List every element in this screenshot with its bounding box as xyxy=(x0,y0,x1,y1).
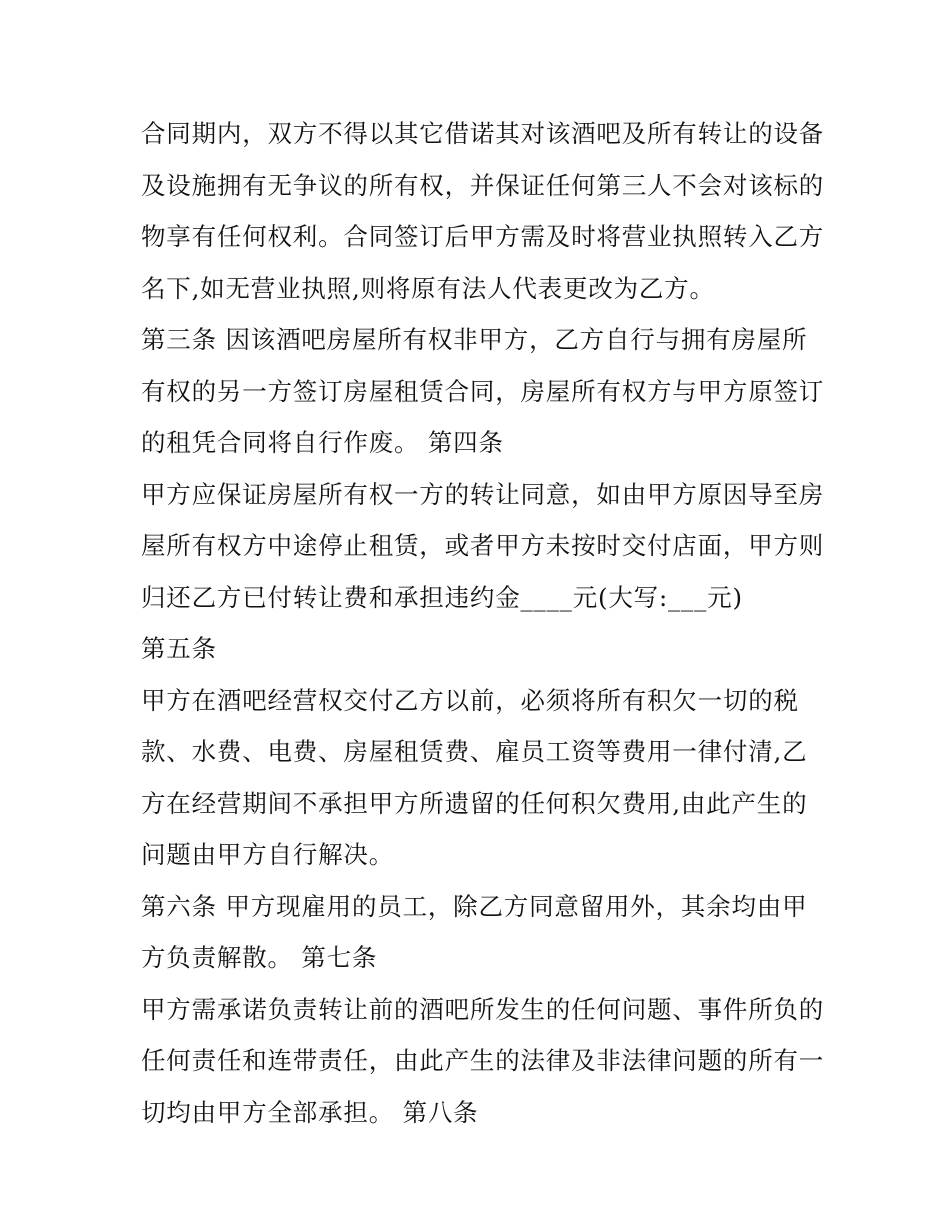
text-line: 屋所有权方中途停止租赁，或者甲方未按时交付店面，甲方则 xyxy=(141,531,825,560)
text-line: 归还乙方已付转让费和承担违约金____元(大写:___元) xyxy=(141,582,743,612)
text-line: 合同期内，双方不得以其它借诺其对该酒吧及所有转让的设备 xyxy=(141,119,825,148)
text-line: 甲方在酒吧经营权交付乙方以前，必须将所有积欠一切的税 xyxy=(141,685,799,715)
text-line: 甲方需承诺负责转让前的酒吧所发生的任何问题、事件所负的 xyxy=(141,994,825,1024)
text-line: 问题由甲方自行解决。 xyxy=(141,840,394,869)
text-line: 的租凭合同将自行作废。 第四条 xyxy=(141,428,504,457)
text-line: 款、水费、电费、房屋租赁费、雇员工资等费用一律付清,乙 xyxy=(141,737,808,766)
text-line: 物享有任何权利。合同签订后甲方需及时将营业执照转入乙方 xyxy=(141,222,825,251)
text-line: 方在经营期间不承担甲方所遗留的任何积欠费用,由此产生的 xyxy=(141,788,808,818)
contract-body-text xyxy=(141,108,841,1138)
text-line: 第五条 xyxy=(141,634,217,663)
text-line: 第六条 甲方现雇用的员工，除乙方同意留用外，其余均由甲 xyxy=(141,891,808,921)
text-line: 任何责任和连带责任，由此产生的法律及非法律问题的所有一 xyxy=(141,1046,825,1075)
text-line: 名下,如无营业执照,则将原有法人代表更改为乙方。 xyxy=(141,273,715,303)
text-line: 及设施拥有无争议的所有权，并保证任何第三人不会对该标的 xyxy=(141,170,825,200)
text-line: 切均由甲方全部承担。 第八条 xyxy=(141,1097,479,1127)
text-line: 方负责解散。 第七条 xyxy=(141,943,378,972)
text-line: 甲方应保证房屋所有权一方的转让同意，如由甲方原因导至房 xyxy=(141,479,825,509)
text-line: 有权的另一方签订房屋租赁合同，房屋所有权方与甲方原签订 xyxy=(141,376,825,406)
text-line: 第三条 因该酒吧房屋所有权非甲方，乙方自行与拥有房屋所 xyxy=(141,325,808,354)
